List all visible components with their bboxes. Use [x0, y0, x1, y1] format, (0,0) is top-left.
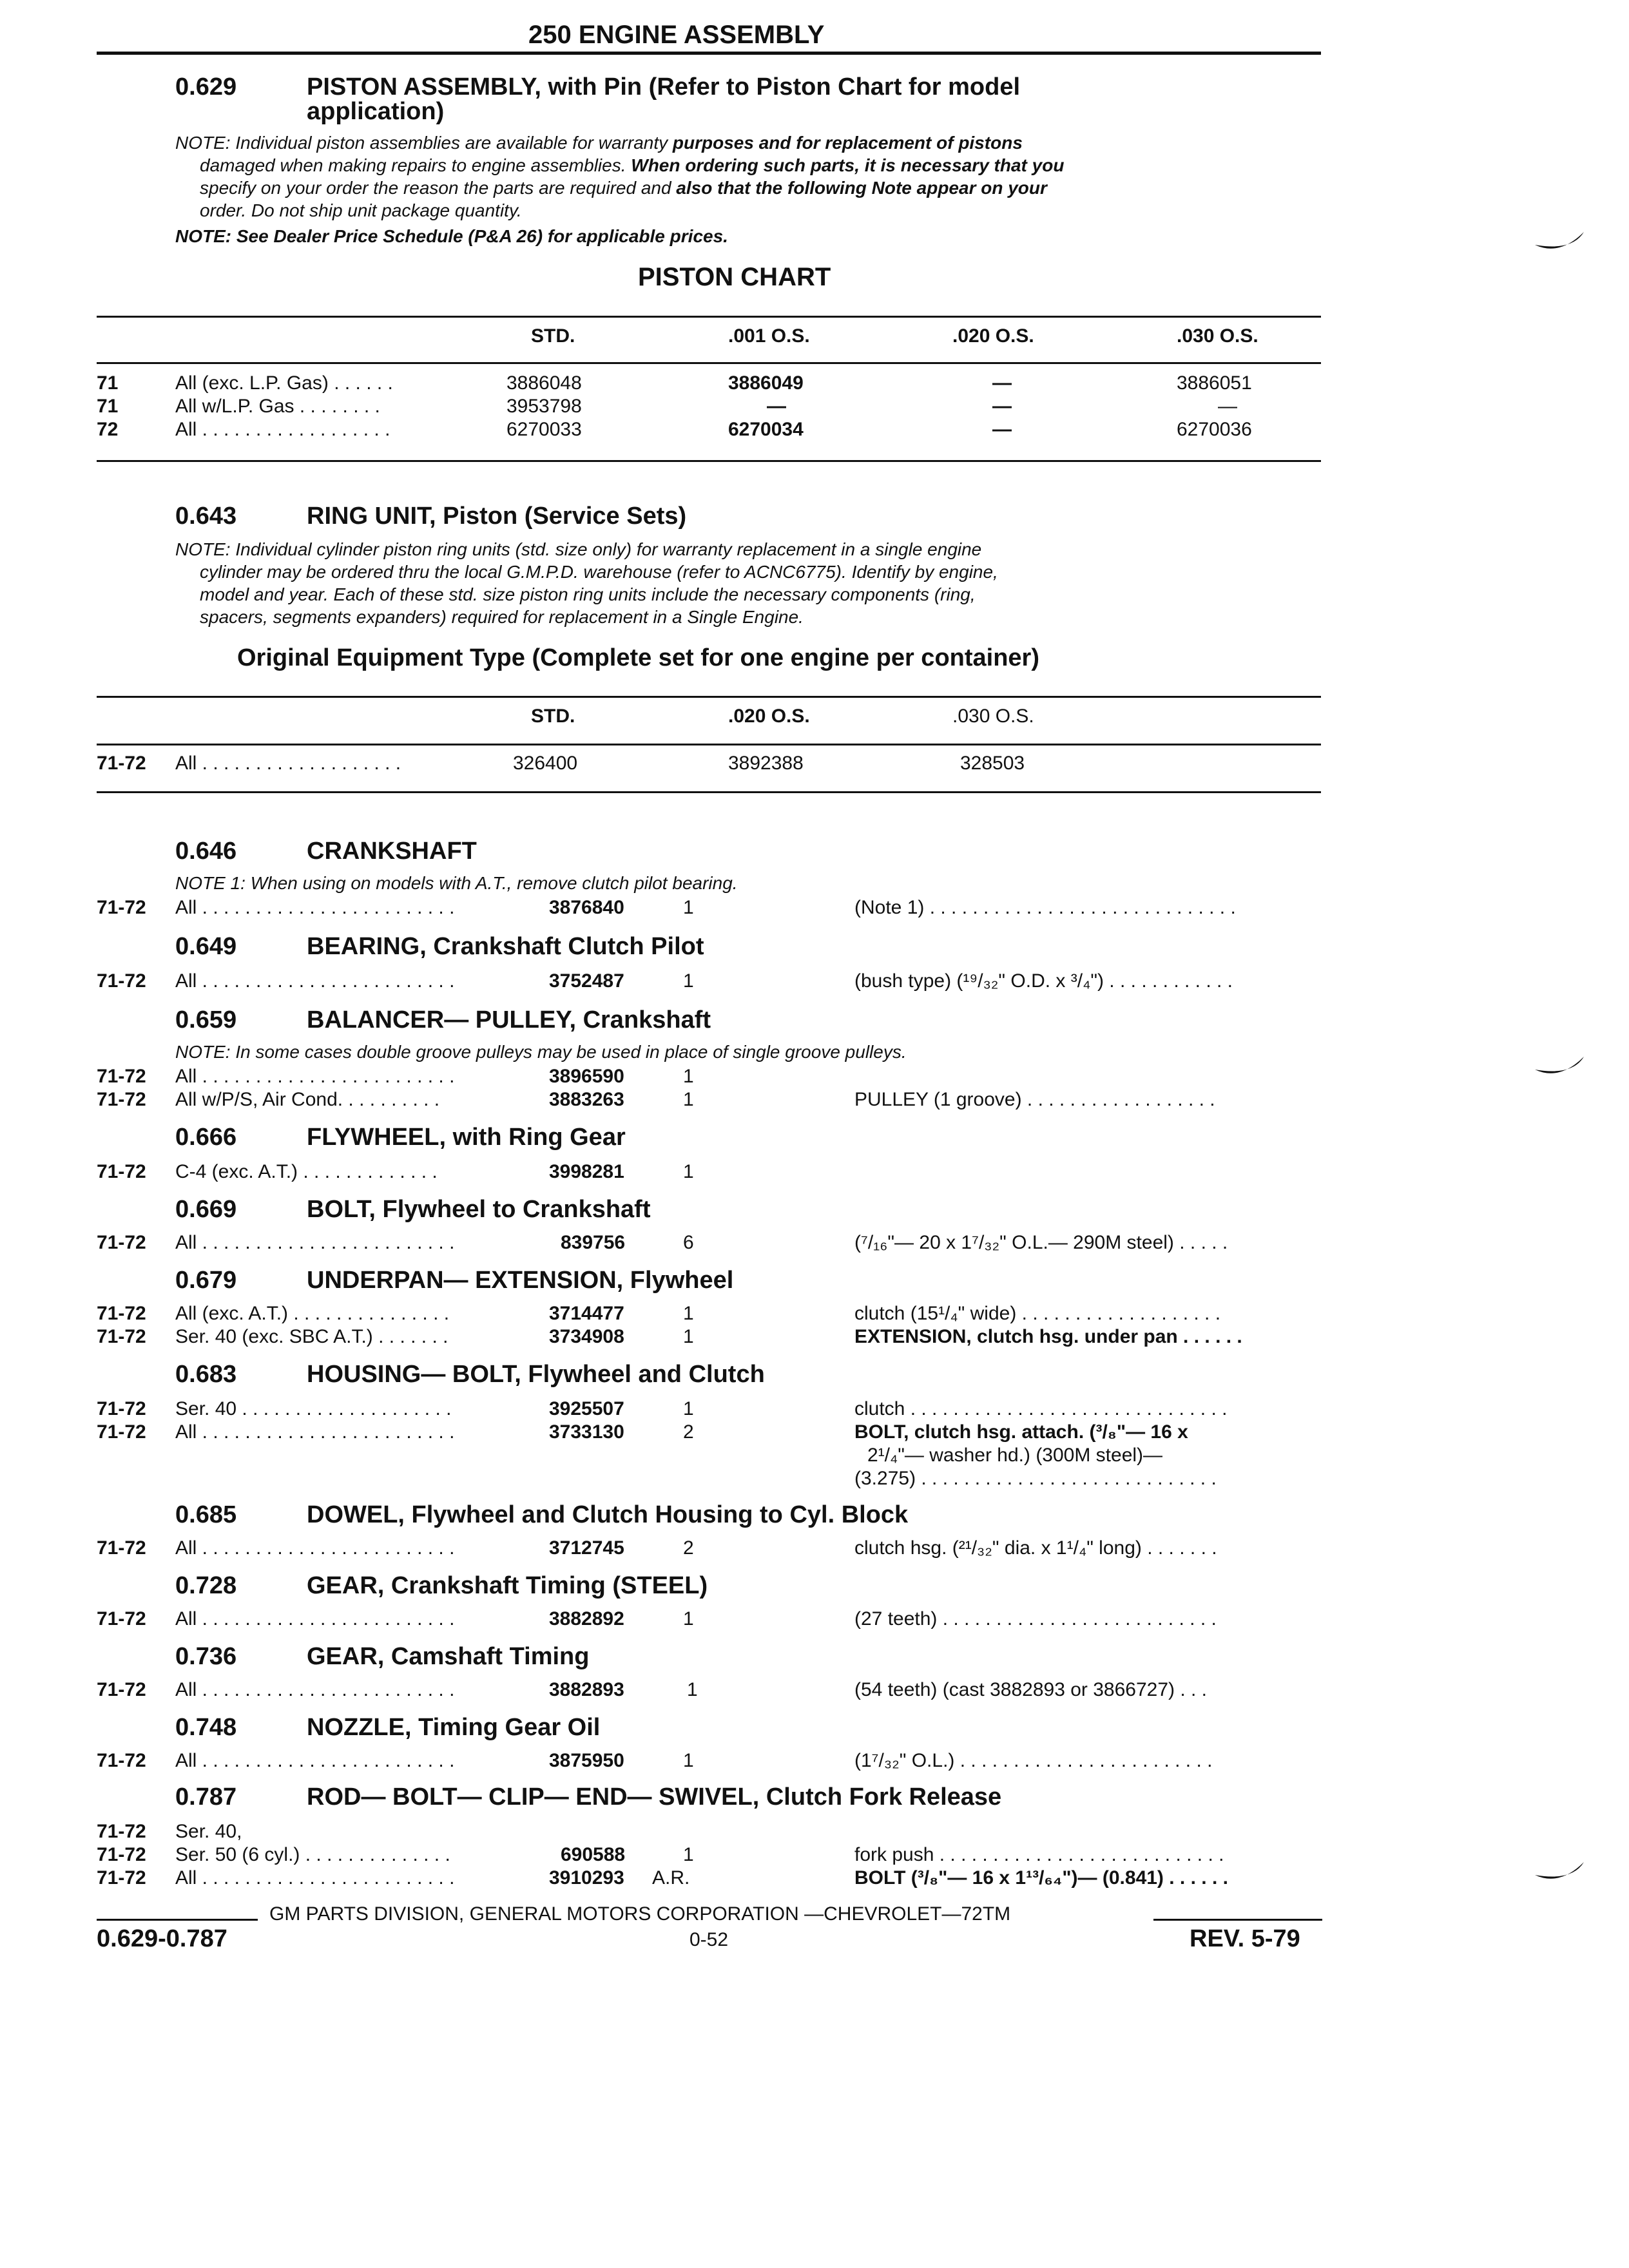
column-header: .001 O.S.	[728, 325, 810, 347]
section-title: BEARING, Crankshaft Clutch Pilot	[307, 933, 704, 960]
note-line: spacers, segments expanders) required for replacement in a Single Engine.	[200, 607, 804, 627]
note-line	[175, 132, 1023, 153]
row-year: 71-72	[97, 1421, 146, 1443]
section-number: 0.669	[175, 1196, 237, 1223]
section-title-cont: application)	[307, 98, 445, 125]
page-title: 250 ENGINE ASSEMBLY	[528, 21, 825, 49]
note-line: order. Do not ship unit package quantity.	[200, 200, 522, 220]
section-title: DOWEL, Flywheel and Clutch Housing to Cyl. Block	[307, 1501, 909, 1528]
note-text: specify on your order the reason the parts are required and	[200, 178, 677, 198]
row-model: All . . . . . . . . . . . . . . . . . . . . . . . .	[175, 1537, 455, 1559]
chart-subtitle: Original Equipment Type (Complete set for one engine per container)	[237, 644, 1040, 671]
quantity: 6	[683, 1232, 694, 1253]
table-rule-bottom	[97, 791, 1321, 793]
row-model: All . . . . . . . . . . . . . . . . . . . . . . . .	[175, 1421, 455, 1443]
footer-range: 0.629-0.787	[97, 1925, 227, 1952]
row-year: 71-72	[97, 1608, 146, 1629]
section-title: FLYWHEEL, with Ring Gear	[307, 1124, 626, 1151]
description: BOLT (³/₈"— 16 x 1¹³/₆₄")— (0.841) . . . . . .	[854, 1867, 1228, 1888]
footer-rule-left	[97, 1919, 258, 1921]
binder-hole-mark	[1534, 226, 1585, 258]
row-model: All . . . . . . . . . . . . . . . . . . . . . . . .	[175, 897, 455, 918]
section-title: ROD— BOLT— CLIP— END— SWIVEL, Clutch Fork Release	[307, 1783, 1002, 1811]
quantity: 1	[683, 1398, 694, 1419]
row-year: 71-72	[97, 1161, 146, 1182]
footer-rule-right	[1153, 1919, 1322, 1921]
cell-030: 6270036	[1177, 419, 1252, 440]
row-year: 71-72	[97, 970, 146, 992]
row-model: All . . . . . . . . . . . . . . . . . . . . . . . .	[175, 1232, 455, 1253]
quantity: 2	[683, 1537, 694, 1559]
quantity: 2	[683, 1421, 694, 1443]
row-year: 71-72	[97, 1066, 146, 1087]
part-number: 3882892	[549, 1608, 624, 1629]
binder-hole-mark	[1534, 1856, 1585, 1888]
row-model: Ser. 40 . . . . . . . . . . . . . . . . . . . .	[175, 1398, 452, 1419]
row-model: All . . . . . . . . . . . . . . . . . . . . . . . .	[175, 1867, 455, 1888]
row-year: 71	[97, 372, 119, 394]
note-line: NOTE: In some cases double groove pulleys may be used in place of single groove pulleys.	[175, 1042, 907, 1062]
description: (27 teeth) . . . . . . . . . . . . . . . . . . . . . . . . . .	[854, 1608, 1217, 1629]
row-year: 71-72	[97, 1089, 146, 1110]
part-number: 3910293	[549, 1867, 624, 1888]
cell-020: —	[992, 396, 1012, 417]
section-number: 0.679	[175, 1267, 237, 1294]
part-number: 839756	[561, 1232, 626, 1253]
note-line: NOTE: Individual cylinder piston ring units (std. size only) for warranty replacement in a single engine	[175, 539, 982, 559]
note-line: cylinder may be ordered thru the local G.M.P.D. warehouse (refer to ACNC6775). Identify by engine,	[200, 562, 998, 582]
column-header: .030 O.S.	[952, 706, 1034, 727]
table-rule-head	[97, 362, 1321, 364]
description: PULLEY (1 groove) . . . . . . . . . . . . . . . . . .	[854, 1089, 1215, 1110]
part-number: 3714477	[549, 1303, 624, 1324]
row-year: 71-72	[97, 1303, 146, 1324]
note-line: NOTE 1: When using on models with A.T., remove clutch pilot bearing.	[175, 873, 738, 893]
cell-030: —	[1218, 396, 1237, 417]
table-rule-top	[97, 696, 1321, 698]
table-rule-top	[97, 316, 1321, 318]
quantity: 1	[687, 1679, 698, 1700]
row-model: Ser. 40 (exc. SBC A.T.) . . . . . . .	[175, 1326, 448, 1347]
part-number: 3875950	[549, 1750, 624, 1771]
note-emphasis: also that the following Note appear on your	[676, 178, 1047, 198]
note-line: model and year. Each of these std. size piston ring units include the necessary components (ring,	[200, 584, 976, 604]
row-year: 71-72	[97, 1232, 146, 1253]
cell-001: 6270034	[728, 419, 804, 440]
cell-std: 3953798	[506, 396, 582, 417]
description: fork push . . . . . . . . . . . . . . . . . . . . . . . . . . .	[854, 1844, 1224, 1865]
section-number: 0.649	[175, 933, 237, 960]
row-year: 71-72	[97, 1679, 146, 1700]
row-year: 71-72	[97, 753, 146, 774]
section-title: PISTON ASSEMBLY, with Pin (Refer to Piston Chart for model	[307, 73, 1021, 101]
description: (⁷/₁₆"— 20 x 1⁷/₃₂" O.L.— 290M steel) . . . . .	[854, 1232, 1228, 1253]
row-model: All . . . . . . . . . . . . . . . . . . . . . . . .	[175, 970, 455, 992]
quantity: 1	[683, 1326, 694, 1347]
description: clutch (15¹/₄" wide) . . . . . . . . . . . . . . . . . . .	[854, 1303, 1221, 1324]
note-line	[200, 155, 1064, 176]
row-year: 71-72	[97, 1537, 146, 1559]
row-year: 71-72	[97, 1326, 146, 1347]
section-number: 0.683	[175, 1361, 237, 1388]
part-number: 690588	[561, 1844, 626, 1865]
column-header: STD.	[531, 325, 575, 347]
row-model: All . . . . . . . . . . . . . . . . . . . . . . . .	[175, 1750, 455, 1771]
row-model: All . . . . . . . . . . . . . . . . . . . . . . . .	[175, 1608, 455, 1629]
row-model: All w/P/S, Air Cond. . . . . . . . . .	[175, 1089, 440, 1110]
part-number: 3883263	[549, 1089, 624, 1110]
row-model: All (exc. L.P. Gas) . . . . . .	[175, 372, 393, 394]
cell-std: 3886048	[506, 372, 582, 394]
row-model: Ser. 40,	[175, 1821, 242, 1842]
description: (bush type) (¹⁹/₃₂" O.D. x ³/₄") . . . . . . . . . . . .	[854, 970, 1233, 992]
part-number: 3733130	[549, 1421, 624, 1443]
title-rule	[97, 52, 1321, 55]
chart-title: PISTON CHART	[638, 263, 831, 291]
row-year: 71	[97, 396, 119, 417]
quantity: 1	[683, 1161, 694, 1182]
column-header: .030 O.S.	[1177, 325, 1258, 347]
part-number: 3752487	[549, 970, 624, 992]
note-emphasis: When ordering such parts, it is necessary that you	[631, 155, 1065, 175]
table-rule-bottom	[97, 460, 1321, 462]
section-title: HOUSING— BOLT, Flywheel and Clutch	[307, 1361, 765, 1388]
section-number: 0.666	[175, 1124, 237, 1151]
row-year: 71-72	[97, 1398, 146, 1419]
description-cont: 2¹/₄"— washer hd.) (300M steel)—	[867, 1445, 1163, 1466]
row-model: All . . . . . . . . . . . . . . . . . . . . . . . .	[175, 1066, 455, 1087]
note-text: damaged when making repairs to engine assemblies.	[200, 155, 631, 175]
part-number: 3734908	[549, 1326, 624, 1347]
cell-020: —	[992, 372, 1012, 394]
description-cont: (3.275) . . . . . . . . . . . . . . . . . . . . . . . . . . . .	[854, 1468, 1217, 1489]
cell-001: —	[767, 396, 786, 417]
section-title: GEAR, Crankshaft Timing (STEEL)	[307, 1572, 708, 1599]
table-rule-head	[97, 744, 1321, 745]
quantity: 1	[683, 1608, 694, 1629]
section-number: 0.736	[175, 1643, 237, 1670]
quantity: 1	[683, 1303, 694, 1324]
quantity: A.R.	[652, 1867, 690, 1888]
footer-revision: REV. 5-79	[1190, 1925, 1300, 1952]
description: (54 teeth) (cast 3882893 or 3866727) . . .	[854, 1679, 1208, 1700]
note-text: NOTE: Individual piston assemblies are available for warranty	[175, 133, 673, 153]
column-header: STD.	[531, 706, 575, 727]
part-number: 3876840	[549, 897, 624, 918]
section-title: RING UNIT, Piston (Service Sets)	[307, 503, 687, 530]
section-number: 0.748	[175, 1714, 237, 1741]
row-model: Ser. 50 (6 cyl.) . . . . . . . . . . . . . .	[175, 1844, 450, 1865]
quantity: 1	[683, 1844, 694, 1865]
description: clutch . . . . . . . . . . . . . . . . . . . . . . . . . . . . . .	[854, 1398, 1228, 1419]
row-model: All (exc. A.T.) . . . . . . . . . . . . . . .	[175, 1303, 450, 1324]
quantity: 1	[683, 897, 694, 918]
section-number: 0.728	[175, 1572, 237, 1599]
row-year: 72	[97, 419, 119, 440]
section-number: 0.787	[175, 1783, 237, 1811]
section-title: NOZZLE, Timing Gear Oil	[307, 1714, 601, 1741]
part-number: 3998281	[549, 1161, 624, 1182]
description: BOLT, clutch hsg. attach. (³/₈"— 16 x	[854, 1421, 1188, 1443]
cell-030: 3886051	[1177, 372, 1252, 394]
column-header: .020 O.S.	[952, 325, 1034, 347]
section-number: 0.629	[175, 73, 237, 101]
row-year: 71-72	[97, 1844, 146, 1865]
row-year: 71-72	[97, 1750, 146, 1771]
cell-std: 326400	[513, 753, 578, 774]
quantity: 1	[683, 1750, 694, 1771]
part-number: 3896590	[549, 1066, 624, 1087]
section-number: 0.646	[175, 838, 237, 865]
description: clutch hsg. (²¹/₃₂" dia. x 1¹/₄" long) . . . . . . .	[854, 1537, 1217, 1559]
section-title: GEAR, Camshaft Timing	[307, 1643, 590, 1670]
row-model: All . . . . . . . . . . . . . . . . . .	[175, 419, 390, 440]
cell-020: 3892388	[728, 753, 804, 774]
quantity: 1	[683, 970, 694, 992]
cell-030: 328503	[960, 753, 1025, 774]
row-year: 71-72	[97, 1821, 146, 1842]
note-line	[200, 177, 1047, 198]
section-number: 0.685	[175, 1501, 237, 1528]
section-title: UNDERPAN— EXTENSION, Flywheel	[307, 1267, 734, 1294]
quantity: 1	[683, 1089, 694, 1110]
note-emphasis: purposes and for replacement of pistons	[672, 133, 1023, 153]
row-model: All w/L.P. Gas . . . . . . . .	[175, 396, 380, 417]
cell-001: 3886049	[728, 372, 804, 394]
part-number: 3882893	[549, 1679, 624, 1700]
section-title: BOLT, Flywheel to Crankshaft	[307, 1196, 651, 1223]
section-number: 0.659	[175, 1006, 237, 1033]
part-number: 3925507	[549, 1398, 624, 1419]
page-number: 0-52	[689, 1929, 729, 1950]
row-model: C-4 (exc. A.T.) . . . . . . . . . . . . .	[175, 1161, 438, 1182]
row-model: All . . . . . . . . . . . . . . . . . . .	[175, 753, 401, 774]
cell-std: 6270033	[506, 419, 582, 440]
row-year: 71-72	[97, 1867, 146, 1888]
description: EXTENSION, clutch hsg. under pan . . . . . .	[854, 1326, 1242, 1347]
cell-020: —	[992, 419, 1012, 440]
quantity: 1	[683, 1066, 694, 1087]
footer-company: GM PARTS DIVISION, GENERAL MOTORS CORPORATION —CHEVROLET—72TM	[269, 1903, 1011, 1925]
row-year: 71-72	[97, 897, 146, 918]
section-number: 0.643	[175, 503, 237, 530]
binder-hole-mark	[1534, 1050, 1585, 1082]
section-title: CRANKSHAFT	[307, 838, 477, 865]
note-line: NOTE: See Dealer Price Schedule (P&A 26) for applicable prices.	[175, 226, 728, 246]
section-title: BALANCER— PULLEY, Crankshaft	[307, 1006, 711, 1033]
description: (Note 1) . . . . . . . . . . . . . . . . . . . . . . . . . . . . .	[854, 897, 1236, 918]
column-header: .020 O.S.	[728, 706, 810, 727]
row-model: All . . . . . . . . . . . . . . . . . . . . . . . .	[175, 1679, 455, 1700]
description: (1⁷/₃₂" O.L.) . . . . . . . . . . . . . . . . . . . . . . . .	[854, 1750, 1213, 1771]
part-number: 3712745	[549, 1537, 624, 1559]
